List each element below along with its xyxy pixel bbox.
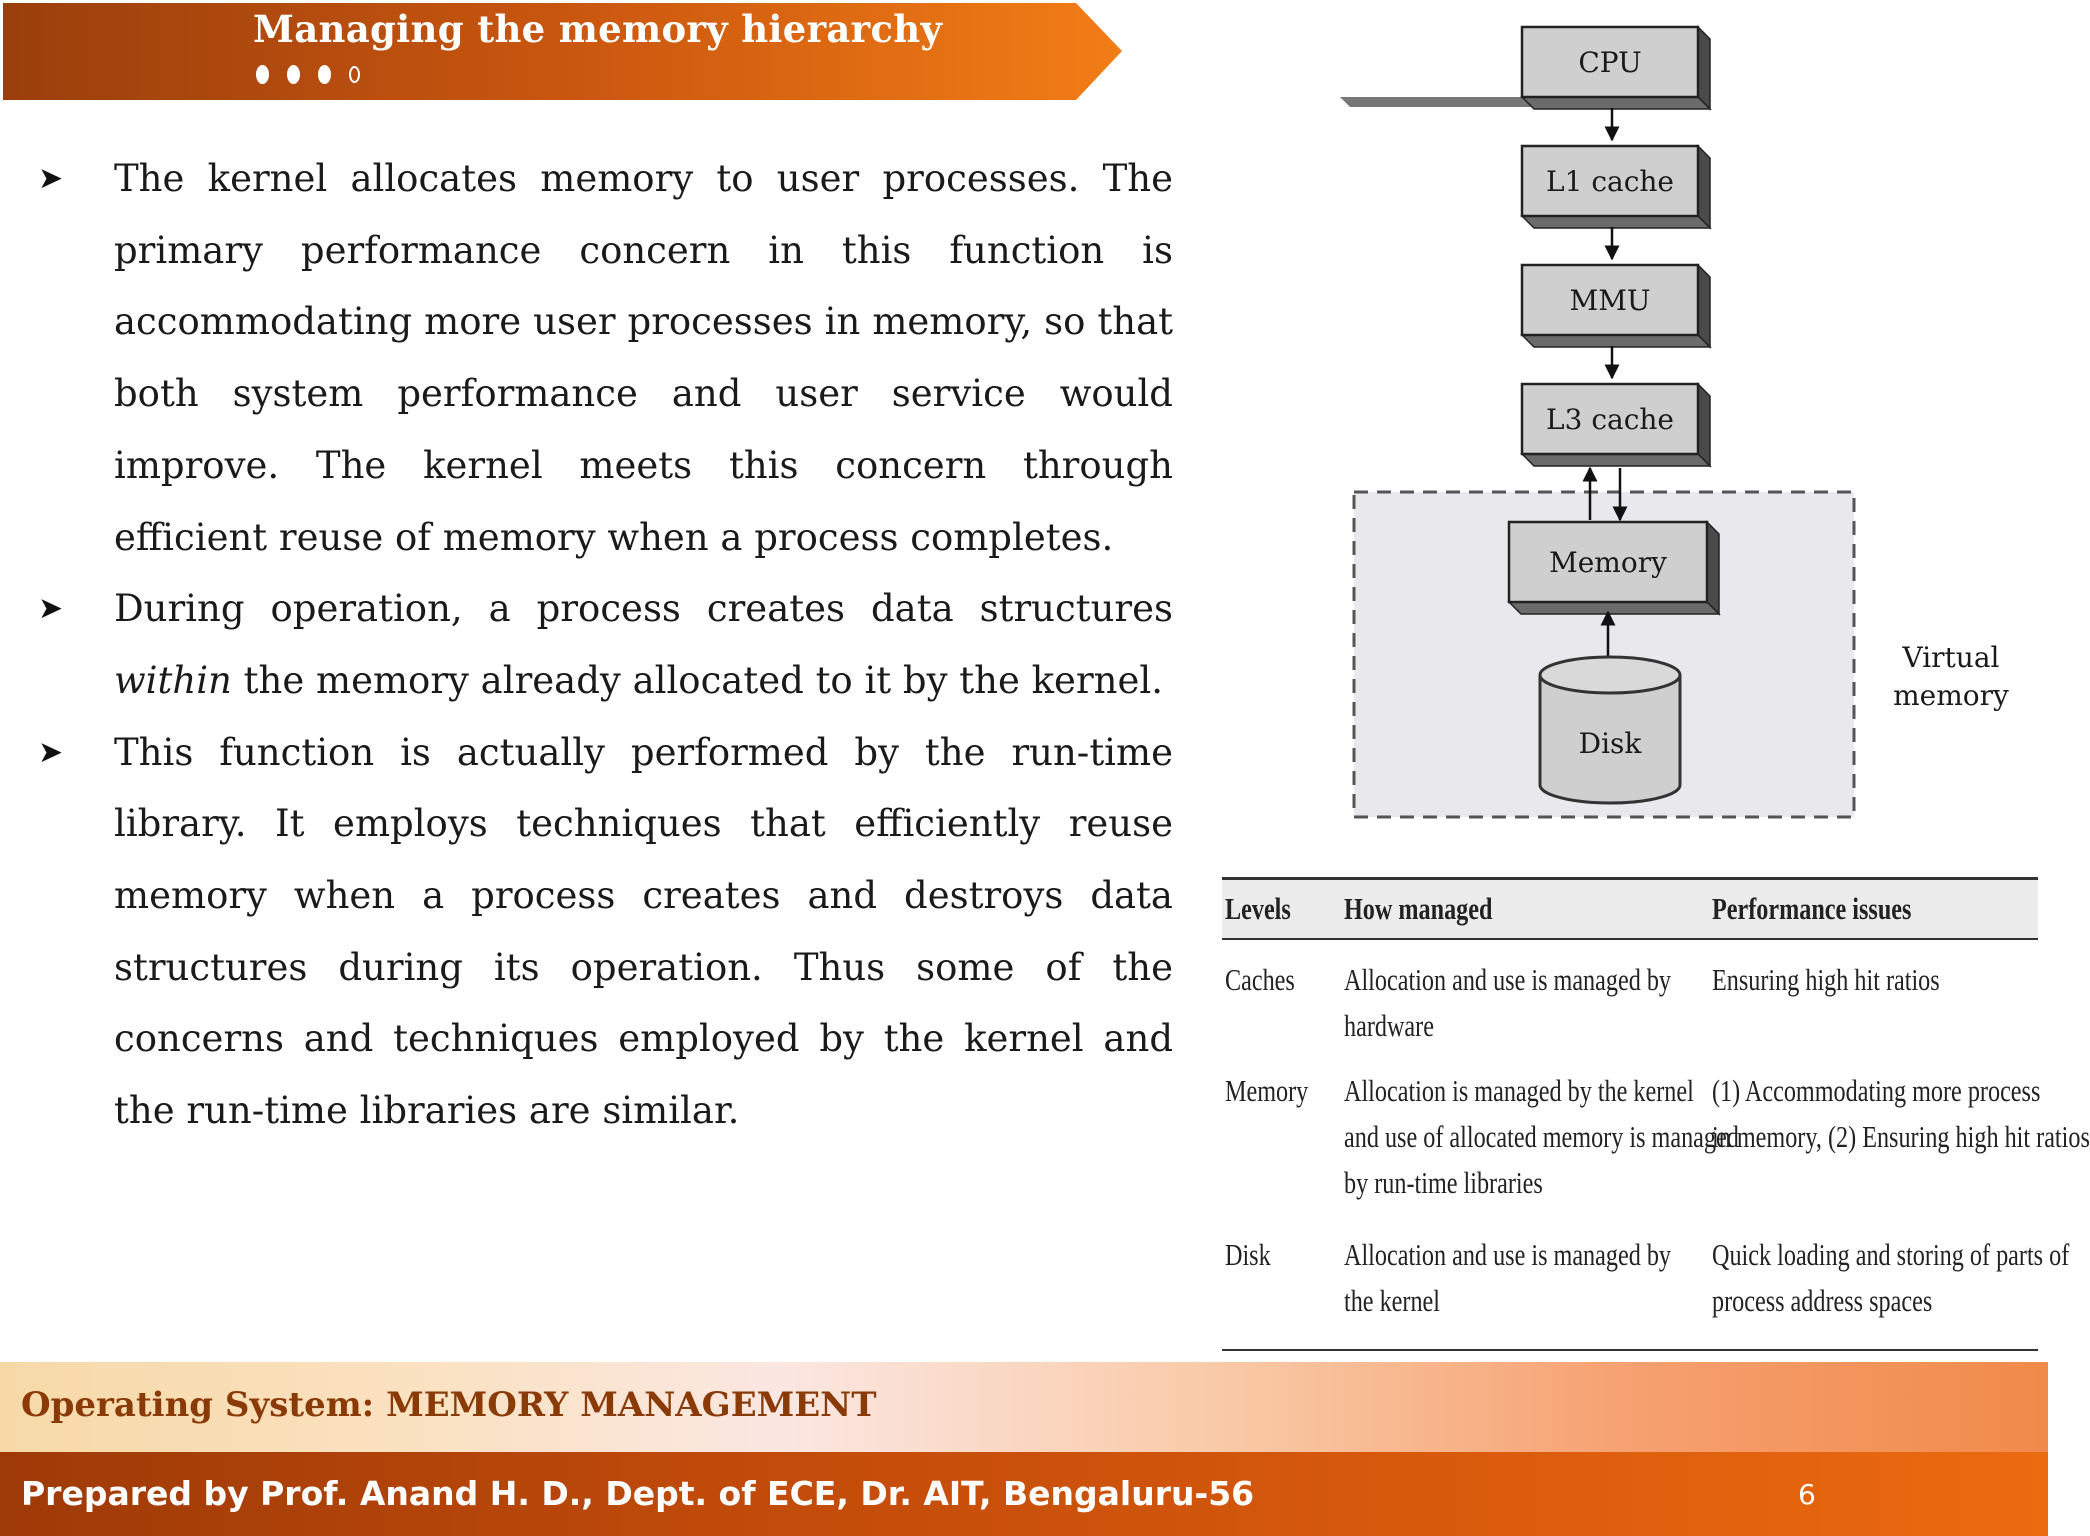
disk-cylinder	[1540, 657, 1680, 803]
slide-title: Managing the memory hierarchy	[253, 7, 943, 51]
table-cell-line: in memory, (2) Ensuring high hit ratios	[1712, 1119, 2090, 1154]
cpu-box	[1522, 27, 1710, 109]
memory-label: Memory	[1549, 546, 1667, 579]
progress-dot-filled[interactable]	[256, 65, 269, 84]
table-cell-issues	[1712, 1232, 2069, 1324]
memory-box	[1509, 522, 1719, 614]
bullet-text	[114, 717, 1173, 1147]
cpu-box	[1340, 27, 1532, 107]
table-cell-issues	[1712, 1068, 2090, 1160]
bullet-text-part: the memory already allocated to it by the kernel.	[231, 658, 1163, 702]
mmu-box	[1522, 265, 1710, 347]
title-banner	[3, 3, 1123, 100]
bullet-item	[38, 717, 1173, 1147]
l1-cache-label: L1 cache	[1546, 165, 1674, 198]
table-cell-line: hardware	[1344, 1008, 1434, 1043]
bullet-text-emphasis: within	[114, 658, 232, 702]
arrow-bullet-icon: ➤	[38, 591, 64, 627]
l3-cache-box	[1522, 384, 1710, 466]
progress-dot-filled[interactable]	[318, 65, 331, 84]
table-header-how-managed: How managed	[1344, 891, 1493, 926]
mmu-label: MMU	[1569, 284, 1651, 317]
page-number: 6	[1798, 1478, 1816, 1511]
bullet-item	[38, 573, 1173, 716]
table-rule	[1222, 1349, 2038, 1351]
table-cell-managed	[1344, 957, 1671, 1049]
table-cell-managed	[1344, 1068, 1739, 1206]
table-cell-line: Ensuring high hit ratios	[1712, 962, 1940, 997]
cpu-label: CPU	[1578, 46, 1642, 79]
table-cell-managed	[1344, 1232, 1671, 1324]
progress-dot-filled[interactable]	[287, 65, 300, 84]
table-cell-line: the kernel	[1344, 1283, 1441, 1318]
bullet-text-part: This function is actually performed by the run-time library. It employs techniques that efficiently reuse memory when a process creates and destroys data structures during its operation. Thus some of the concerns and techniques employed by the kernel and the run-time libraries are similar.	[114, 730, 1173, 1133]
bullet-list	[38, 143, 1173, 1147]
table-cell-line: process address spaces	[1712, 1283, 1933, 1318]
bullet-text-part: The kernel allocates memory to user processes. The primary performance concern in this function is accommodating more user processes in memory, so that both system performance and user service would improve. The kernel meets this concern through efficient reuse of memory when a process completes.	[114, 157, 1173, 559]
table-cell-line: (1) Accommodating more process	[1712, 1073, 2041, 1108]
virtual-memory-label-line1: Virtual	[1902, 641, 2000, 674]
l3-cache-label: L3 cache	[1546, 403, 1674, 436]
table-cell-line: Allocation and use is managed by	[1344, 1237, 1672, 1272]
virtual-memory-label-line2: memory	[1893, 679, 2009, 712]
bullet-item	[38, 143, 1173, 573]
bullet-text	[114, 573, 1173, 716]
table-cell-level: Caches	[1225, 962, 1295, 997]
table-header-performance: Performance issues	[1712, 891, 1912, 926]
table-rule	[1222, 938, 2038, 940]
l1-cache-box	[1522, 146, 1710, 228]
table-cell-line: Allocation and use is managed by	[1344, 962, 1672, 997]
table-cell-line: and use of allocated memory is managed	[1344, 1119, 1739, 1154]
table-header-levels: Levels	[1225, 891, 1291, 926]
progress-dot-hollow[interactable]	[349, 66, 360, 83]
slide-progress-dots	[256, 65, 360, 84]
table-cell-issues	[1712, 957, 1940, 1003]
disk-label: Disk	[1578, 727, 1642, 760]
table-cell-level: Disk	[1225, 1237, 1271, 1272]
footer-subtitle: Operating System: MEMORY MANAGEMENT	[21, 1385, 877, 1425]
bullet-text	[114, 143, 1173, 573]
table-cell-level: Memory	[1225, 1073, 1309, 1108]
table-cell-line: Allocation is managed by the kernel	[1344, 1073, 1694, 1108]
footer-credit: Prepared by Prof. Anand H. D., Dept. of ECE, Dr. AIT, Bengaluru-56	[21, 1474, 1255, 1513]
memory-hierarchy-diagram	[1330, 10, 2030, 830]
bullet-text-part: During operation, a process creates data structures	[114, 587, 1173, 631]
table-cell-line: by run-time libraries	[1344, 1165, 1543, 1200]
arrow-bullet-icon: ➤	[38, 161, 64, 196]
arrow-bullet-icon: ➤	[38, 734, 64, 770]
table-cell-line: Quick loading and storing of parts of	[1712, 1237, 2070, 1272]
